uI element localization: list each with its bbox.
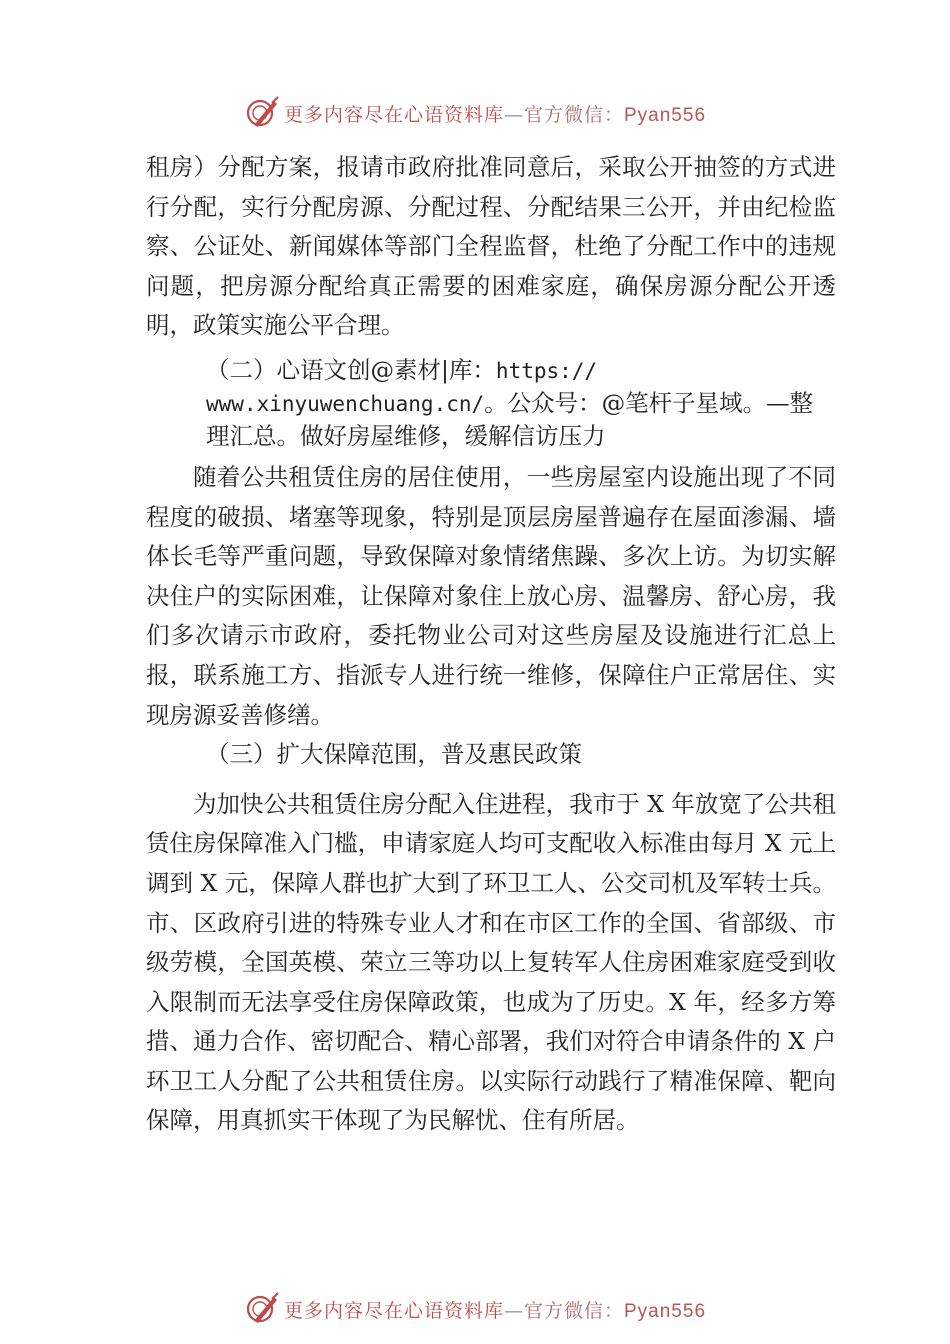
watermark-wechat-id: Pyan556 [624, 104, 707, 126]
watermark-wechat-label: 官方微信： [523, 1299, 624, 1322]
watermark-site-name: 更多内容尽在心语资料库 [283, 1299, 504, 1322]
quill-pen-seal-icon [244, 95, 280, 131]
paragraph-2: 随着公共租赁住房的居住使用，一些房屋室内设施出现了不同程度的破损、堵塞等现象，特别是顶层房屋普遍存在屋面渗漏、墙体长毛等严重问题，导致保障对象情绪焦躁、多次上访。为切实解决住户的实际困难，让保障对象住上放心房、温馨房、舒心房，我们多次请示市政府，委托物业公司对这些房屋及设施进行汇总上报，联系施工方、指派专人进行统一维修，保障住户正常居住、实现房源妥善修缮。 [146, 462, 836, 729]
heading-2-url-part2: www.xinyuwenchuang.cn/ [206, 391, 485, 416]
heading-2-prefix: （二）心语文创@素材|库： [206, 355, 496, 384]
watermark-wechat-id: Pyan556 [624, 1300, 707, 1322]
paragraph-1: 租房）分配方案，报请市政府批准同意后，采取公开抽签的方式进行分配，实行分配房源、分配过程、分配结果三公开，并由纪检监察、公证处、新闻媒体等部门全程监督，杜绝了分配工作中的违规问题，把房源分配给真正需要的困难家庭，确保房源分配公开透明，政策实施公平合理。 [146, 153, 836, 340]
section-heading-3: （三）扩大保障范围，普及惠民政策 [206, 740, 582, 769]
watermark-text [284, 100, 706, 127]
watermark-wechat-label: 官方微信： [523, 103, 624, 126]
heading-2-suffix: 。公众号：@笔杆子星域。—整理汇总。做好房屋维修，缓解信访压力 [206, 388, 814, 450]
section-heading-2 [206, 354, 836, 452]
header-watermark [0, 93, 950, 133]
watermark-separator: — [503, 1299, 524, 1322]
quill-pen-seal-icon [244, 1291, 280, 1327]
document-body [146, 148, 836, 1141]
watermark-text [284, 1296, 706, 1323]
paragraph-3: 为加快公共租赁住房分配入住进程，我市于 X 年放宽了公共租赁住房保障准入门槛，申请家庭人均可支配收入标准由每月 X 元上调到 X 元，保障人群也扩大到了环卫工人、公交司机及军转士兵。市、区政府引进的特殊专业人才和在市区工作的全国、省部级、市级劳模，全国英模、荣立三等功以上复转军人住房困难家庭受到收入限制而无法享受住房保障政策，也成为了历史。X 年，经多方筹措、通力合作、密切配合、精心部署，我们对符合申请条件的 X 户环卫工人分配了公共租赁住房。以实际行动践行了精准保障、靶向保障，用真抓实干体现了为民解忧、住有所居。 [146, 789, 836, 1135]
heading-2-url-part1: https:// [495, 358, 598, 383]
watermark-site-name: 更多内容尽在心语资料库 [283, 103, 504, 126]
footer-watermark [0, 1289, 950, 1329]
watermark-separator: — [503, 103, 524, 126]
